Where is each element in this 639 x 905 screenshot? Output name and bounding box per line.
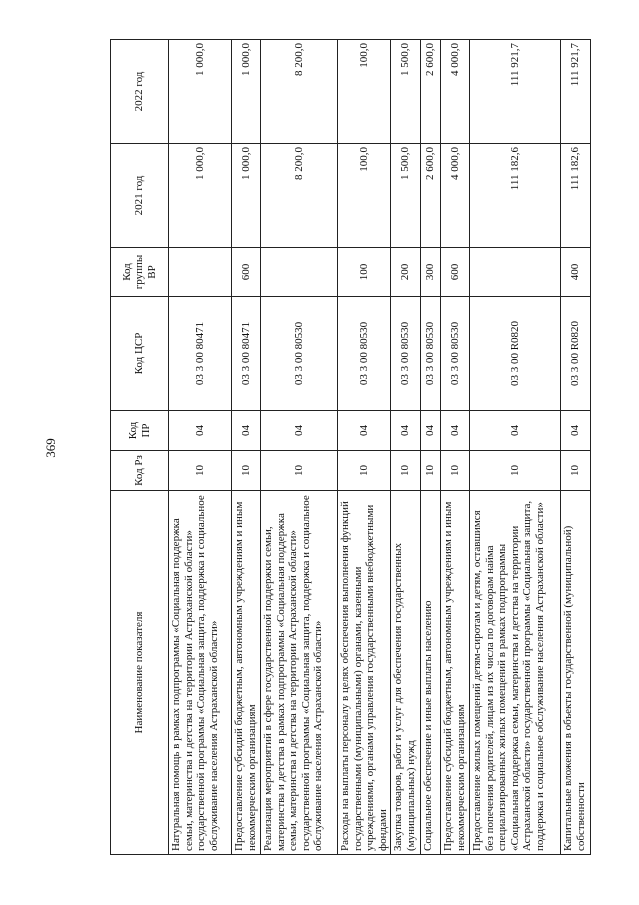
cell-vr: 600 (232, 248, 261, 297)
cell-2022: 1 000,0 (232, 40, 261, 144)
cell-csr: 03 3 00 80530 (441, 297, 470, 411)
cell-2021: 111 182,6 (561, 144, 591, 248)
cell-rz: 10 (169, 451, 232, 491)
cell-name: Предоставление жилых помещений детям-сиротам и детям, оставшимся без попечения родителей, лицам из их числа по договорам найма специализированных жилых помещений в рамках подпрограммы «Социальная поддержка семьи, материнства и детства на территории Астраханской области» государственной программы «Социальная защита, поддержка и социальное обслуживание населения Астраханской области» (470, 491, 561, 855)
table-row (441, 40, 470, 855)
cell-rz: 10 (421, 451, 441, 491)
cell-rz: 10 (261, 451, 338, 491)
cell-pr: 04 (561, 411, 591, 451)
cell-vr (261, 248, 338, 297)
cell-name: Предоставление субсидий бюджетным, автономным учреждениям и иным некоммерческим организациям (441, 491, 470, 855)
cell-csr: 03 3 00 R0820 (561, 297, 591, 411)
cell-2022: 100,0 (338, 40, 391, 144)
cell-vr: 300 (421, 248, 441, 297)
table-row (470, 40, 561, 855)
cell-name: Социальное обеспечение и иные выплаты населению (421, 491, 441, 855)
cell-2021: 111 182,6 (470, 144, 561, 248)
rotated-page-content (110, 40, 587, 855)
cell-rz: 10 (232, 451, 261, 491)
cell-csr: 03 3 00 R0820 (470, 297, 561, 411)
cell-name: Реализация мероприятий в сфере государственной поддержки семьи, материнства и детства в рамках подпрограммы «Социальная поддержка семьи, материнства и детства на территории Астраханской области» государственной программы «Социальная защита, поддержка и социальное обслуживание населения Астраханской области» (261, 491, 338, 855)
cell-vr (470, 248, 561, 297)
table-row (169, 40, 232, 855)
page-number: 369 (43, 438, 58, 458)
table-row (261, 40, 338, 855)
cell-rz: 10 (391, 451, 421, 491)
cell-name: Расходы на выплаты персоналу в целях обеспечения выполнения функций государственными (муниципальными) органами, казенными учреждениями, органами управления государственными внебюджетными фондами (338, 491, 391, 855)
header-row (111, 40, 169, 855)
cell-rz: 10 (470, 451, 561, 491)
cell-pr: 04 (338, 411, 391, 451)
header-name: Наименование показателя (111, 491, 169, 855)
table-row (232, 40, 261, 855)
cell-csr: 03 3 00 80530 (391, 297, 421, 411)
cell-2022: 8 200,0 (261, 40, 338, 144)
cell-csr: 03 3 00 80530 (421, 297, 441, 411)
cell-2022: 4 000,0 (441, 40, 470, 144)
table-row (338, 40, 391, 855)
cell-pr: 04 (261, 411, 338, 451)
cell-2022: 1 500,0 (391, 40, 421, 144)
cell-pr: 04 (470, 411, 561, 451)
cell-pr: 04 (391, 411, 421, 451)
cell-2021: 1 000,0 (169, 144, 232, 248)
header-2021: 2021 год (111, 144, 169, 248)
cell-name: Закупка товаров, работ и услуг для обеспечения государственных (муниципальных) нужд (391, 491, 421, 855)
header-csr: Код ЦСР (111, 297, 169, 411)
rotated-table-wrapper (110, 40, 587, 855)
table-row (391, 40, 421, 855)
header-rz: Код Рз (111, 451, 169, 491)
cell-2022: 111 921,7 (561, 40, 591, 144)
cell-csr: 03 3 00 80530 (338, 297, 391, 411)
cell-name: Натуральная помощь в рамках подпрограммы «Социальная поддержка семьи, материнства и детства на территории Астраханской области» государственной программы «Социальная защита, поддержка и социальное обслуживание населения Астраханской области» (169, 491, 232, 855)
cell-2021: 1 500,0 (391, 144, 421, 248)
cell-name: Предоставление субсидий бюджетным, автономным учреждениям и иным некоммерческим организациям (232, 491, 261, 855)
cell-rz: 10 (338, 451, 391, 491)
cell-csr: 03 3 00 80471 (169, 297, 232, 411)
cell-csr: 03 3 00 80530 (261, 297, 338, 411)
cell-name: Капитальные вложения в объекты государственной (муниципальной) собственности (561, 491, 591, 855)
cell-2021: 100,0 (338, 144, 391, 248)
cell-vr: 600 (441, 248, 470, 297)
cell-vr: 200 (391, 248, 421, 297)
cell-pr: 04 (232, 411, 261, 451)
cell-pr: 04 (421, 411, 441, 451)
cell-2022: 1 000,0 (169, 40, 232, 144)
header-vr: Код группы ВР (111, 248, 169, 297)
header-2022: 2022 год (111, 40, 169, 144)
cell-2022: 111 921,7 (470, 40, 561, 144)
cell-vr (169, 248, 232, 297)
cell-vr: 100 (338, 248, 391, 297)
cell-csr: 03 3 00 80471 (232, 297, 261, 411)
cell-pr: 04 (441, 411, 470, 451)
budget-table (110, 39, 591, 855)
cell-2021: 1 000,0 (232, 144, 261, 248)
cell-2021: 4 000,0 (441, 144, 470, 248)
cell-2022: 2 600,0 (421, 40, 441, 144)
cell-rz: 10 (561, 451, 591, 491)
header-pr: Код ПР (111, 411, 169, 451)
table-row (421, 40, 441, 855)
cell-rz: 10 (441, 451, 470, 491)
cell-2021: 8 200,0 (261, 144, 338, 248)
cell-vr: 400 (561, 248, 591, 297)
cell-2021: 2 600,0 (421, 144, 441, 248)
cell-pr: 04 (169, 411, 232, 451)
table-row (561, 40, 591, 855)
